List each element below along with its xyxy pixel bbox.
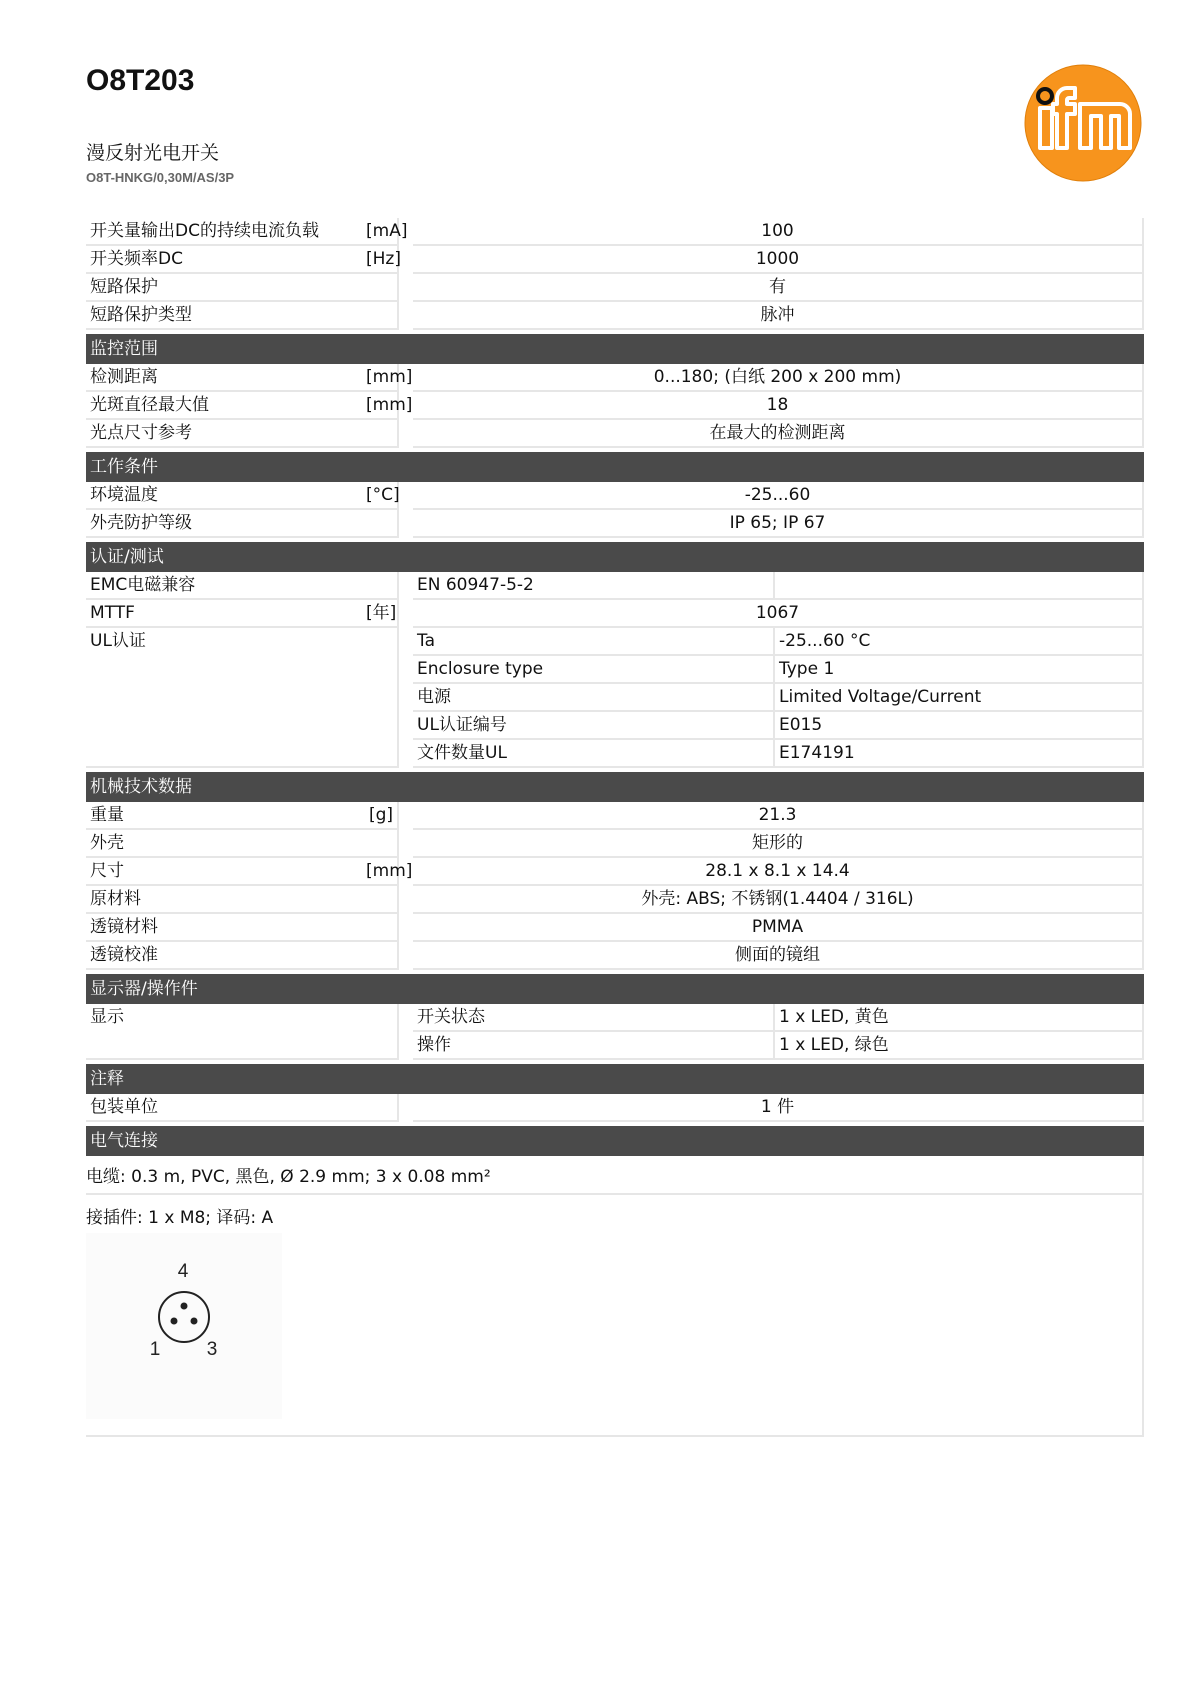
spec-unit: [mm]	[362, 858, 399, 886]
spec-label: 开关量输出DC的持续电流负载	[86, 218, 362, 246]
column-gap	[399, 510, 413, 538]
spec-row	[86, 302, 1144, 330]
column-gap	[399, 1004, 413, 1060]
spec-value: 脉冲	[413, 302, 1144, 330]
spec-unit	[362, 942, 399, 970]
product-variant: O8T-HNKG/0,30M/AS/3P	[86, 170, 235, 185]
spec-value: 21.3	[413, 802, 1144, 830]
spec-value: PMMA	[413, 914, 1144, 942]
column-gap	[399, 302, 413, 330]
spec-value: 18	[413, 392, 1144, 420]
column-gap	[399, 830, 413, 858]
pin-label-1: 1	[149, 1339, 161, 1360]
column-gap	[399, 628, 413, 768]
section-title: 显示器/操作件	[86, 974, 1144, 1004]
spec-label: 重量	[86, 802, 362, 830]
spec-unit: [Hz]	[362, 246, 399, 274]
spec-label: EMC电磁兼容	[86, 572, 362, 600]
display-key: 开关状态	[413, 1004, 775, 1032]
display-value: 1 x LED, 绿色	[775, 1032, 1144, 1060]
spec-value: 100	[413, 218, 1144, 246]
spec-label: 短路保护	[86, 274, 362, 302]
spec-row	[86, 572, 1144, 600]
logo-text: ifm	[1082, 174, 1084, 175]
spec-label: 显示	[86, 1004, 399, 1060]
column-gap	[399, 600, 413, 628]
section-title: 监控范围	[86, 334, 1144, 364]
spec-row	[86, 886, 1144, 914]
connector-pinout-diagram	[86, 1233, 282, 1419]
spec-label: 检测距离	[86, 364, 362, 392]
ul-value: Limited Voltage/Current	[775, 684, 1144, 712]
spec-row	[86, 942, 1144, 970]
cable-spec: 电缆: 0.3 m, PVC, 黑色, Ø 2.9 mm; 3 x 0.08 mm²	[86, 1156, 1144, 1195]
pin-3-dot	[191, 1318, 198, 1325]
spec-unit: [°C]	[362, 482, 399, 510]
spec-unit: [mA]	[362, 218, 399, 246]
spec-row	[86, 246, 1144, 274]
spec-row	[86, 218, 1144, 246]
pin-1-dot	[171, 1318, 178, 1325]
spec-value: -25...60	[413, 482, 1144, 510]
section-title: 机械技术数据	[86, 772, 1144, 802]
spec-row	[86, 392, 1144, 420]
column-gap	[399, 246, 413, 274]
pin-4-dot	[181, 1303, 188, 1310]
ul-key: Enclosure type	[413, 656, 775, 684]
pin-label-4: 4	[177, 1261, 189, 1282]
ul-key: 电源	[413, 684, 775, 712]
spec-label: 包装单位	[86, 1094, 362, 1122]
connector-outline	[159, 1292, 209, 1342]
section-header-row	[86, 1064, 1144, 1094]
spec-value: IP 65; IP 67	[413, 510, 1144, 538]
spec-value: 侧面的镜组	[413, 942, 1144, 970]
ul-key: 文件数量UL	[413, 740, 775, 768]
product-subtitle: 漫反射光电开关	[86, 142, 220, 164]
connector-spec: 接插件: 1 x M8; 译码: A	[86, 1208, 274, 1228]
spec-row	[86, 420, 1144, 448]
column-gap	[399, 942, 413, 970]
spec-value: 1000	[413, 246, 1144, 274]
spec-row	[86, 1094, 1144, 1122]
spec-unit	[362, 302, 399, 330]
spec-row	[86, 830, 1144, 858]
spec-unit	[362, 420, 399, 448]
spec-label: 尺寸	[86, 858, 362, 886]
product-code: O8T203	[86, 64, 195, 97]
ifm-logo-icon	[1024, 64, 1142, 182]
spec-unit: [mm]	[362, 392, 399, 420]
display-key: 操作	[413, 1032, 775, 1060]
section-header-row	[86, 974, 1144, 1004]
spec-unit: [mm]	[362, 364, 399, 392]
column-gap	[399, 274, 413, 302]
spec-value: 外壳: ABS; 不锈钢(1.4404 / 316L)	[413, 886, 1144, 914]
spec-label: 短路保护类型	[86, 302, 362, 330]
section-header-row	[86, 1126, 1144, 1156]
spec-table	[86, 218, 1144, 1156]
section-header-row	[86, 772, 1144, 802]
spec-label: 透镜校准	[86, 942, 362, 970]
spec-value: EN 60947-5-2	[413, 572, 775, 600]
spec-label: 原材料	[86, 886, 362, 914]
ul-value: E174191	[775, 740, 1144, 768]
spec-label: 外壳	[86, 830, 362, 858]
ul-value: Type 1	[775, 656, 1144, 684]
spec-row	[86, 600, 1144, 628]
column-gap	[399, 572, 413, 600]
spec-value: 1 件	[413, 1094, 1144, 1122]
spec-unit: [年]	[362, 600, 399, 628]
spec-label: 透镜材料	[86, 914, 362, 942]
section-header-row	[86, 334, 1144, 364]
spec-unit	[362, 886, 399, 914]
connector-block	[86, 1195, 1144, 1437]
spec-value: 0...180; (白纸 200 x 200 mm)	[413, 364, 1144, 392]
pin-label-3: 3	[206, 1339, 218, 1360]
column-gap	[399, 914, 413, 942]
section-header-row	[86, 542, 1144, 572]
spec-label: 光点尺寸参考	[86, 420, 362, 448]
display-sub-row	[86, 1004, 1144, 1032]
section-title: 认证/测试	[86, 542, 1144, 572]
spec-value: 28.1 x 8.1 x 14.4	[413, 858, 1144, 886]
ul-sub-row	[86, 628, 1144, 656]
spec-row	[86, 510, 1144, 538]
spec-label: 光斑直径最大值	[86, 392, 362, 420]
section-title: 电气连接	[86, 1126, 1144, 1156]
spec-unit	[362, 510, 399, 538]
column-gap	[399, 420, 413, 448]
display-value: 1 x LED, 黄色	[775, 1004, 1144, 1032]
column-gap	[399, 1094, 413, 1122]
spec-row	[86, 364, 1144, 392]
spec-unit	[362, 914, 399, 942]
spec-row	[86, 914, 1144, 942]
spec-unit	[362, 274, 399, 302]
section-title: 注释	[86, 1064, 1144, 1094]
section-header-row	[86, 452, 1144, 482]
spec-row	[86, 802, 1144, 830]
section-title: 工作条件	[86, 452, 1144, 482]
datasheet	[86, 218, 1144, 1437]
spec-value: 有	[413, 274, 1144, 302]
spec-row	[86, 482, 1144, 510]
spec-value-empty	[775, 572, 1144, 600]
spec-row	[86, 274, 1144, 302]
spec-value: 矩形的	[413, 830, 1144, 858]
spec-value: 在最大的检测距离	[413, 420, 1144, 448]
spec-unit	[362, 572, 399, 600]
spec-row	[86, 858, 1144, 886]
spec-label: 环境温度	[86, 482, 362, 510]
ul-value: -25...60 °C	[775, 628, 1144, 656]
spec-value: 1067	[413, 600, 1144, 628]
column-gap	[399, 886, 413, 914]
column-gap	[399, 802, 413, 830]
ul-value: E015	[775, 712, 1144, 740]
electrical-block	[86, 1156, 1144, 1437]
spec-label: MTTF	[86, 600, 362, 628]
ul-key: Ta	[413, 628, 775, 656]
spec-label: 外壳防护等级	[86, 510, 362, 538]
ul-key: UL认证编号	[413, 712, 775, 740]
column-gap	[399, 482, 413, 510]
spec-unit	[362, 830, 399, 858]
spec-label: UL认证	[86, 628, 399, 768]
spec-unit: [g]	[362, 802, 399, 830]
spec-unit	[362, 1094, 399, 1122]
spec-label: 开关频率DC	[86, 246, 362, 274]
